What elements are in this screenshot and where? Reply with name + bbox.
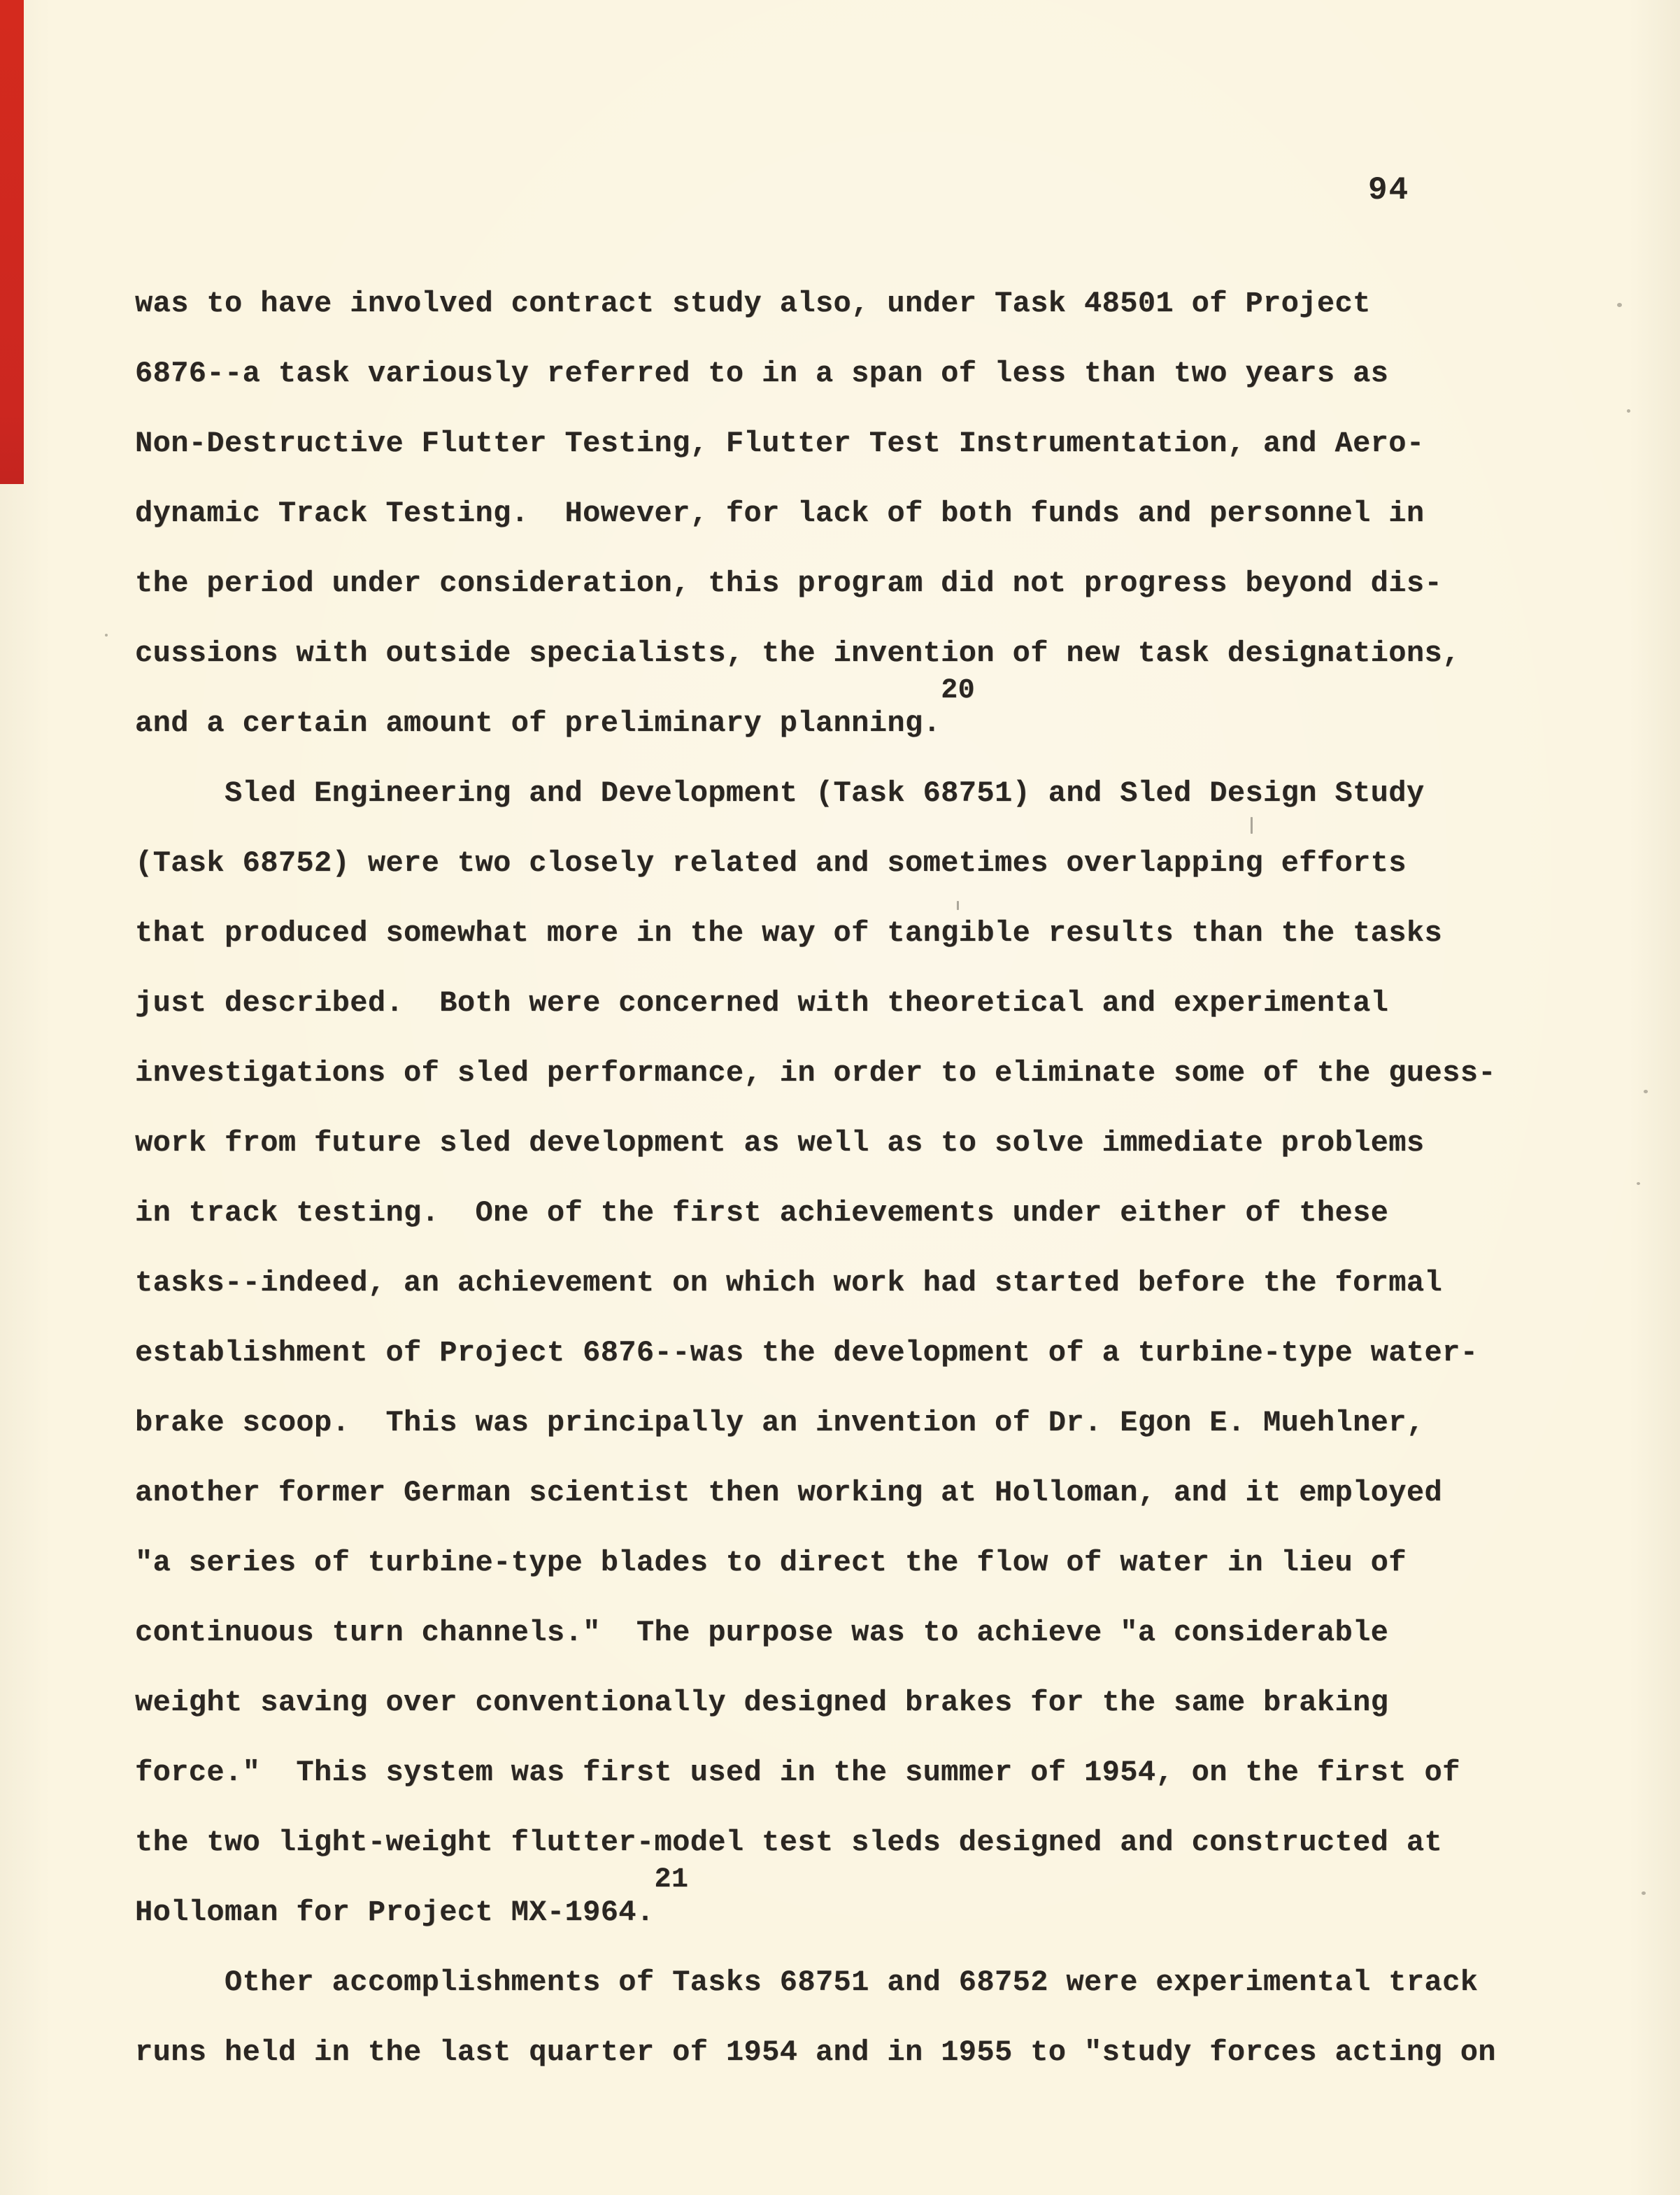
text-line: continuous turn channels." The purpose was to achieve "a considerable bbox=[135, 1616, 1389, 1649]
text-line: force." This system was first used in the summer of 1954, on the first of bbox=[135, 1756, 1460, 1789]
text-line: "a series of turbine-type blades to direct the flow of water in lieu of bbox=[135, 1546, 1407, 1579]
text-line: tasks--indeed, an achievement on which work had started before the formal bbox=[135, 1266, 1443, 1300]
text-line: runs held in the last quarter of 1954 and in 1955 to "study forces acting on bbox=[135, 2036, 1496, 2069]
text-line: cussions with outside specialists, the invention of new task designations, bbox=[135, 637, 1460, 670]
text-line: the two light-weight flutter-model test sleds designed and constructed at bbox=[135, 1826, 1443, 1859]
text-line: Holloman for Project MX-1964.21 bbox=[135, 1864, 689, 1929]
text-line: in track testing. One of the first achievements under either of these bbox=[135, 1196, 1389, 1230]
scan-speck bbox=[1637, 1182, 1640, 1185]
text-line: establishment of Project 6876--was the development of a turbine-type water- bbox=[135, 1336, 1479, 1370]
text-line: Other accomplishments of Tasks 68751 and 68752 were experimental track bbox=[135, 1966, 1479, 1999]
stray-mark bbox=[1251, 817, 1253, 834]
text-line: 6876--a task variously referred to in a span of less than two years as bbox=[135, 357, 1389, 390]
text-line: investigations of sled performance, in order to eliminate some of the guess- bbox=[135, 1056, 1496, 1090]
text-line: Sled Engineering and Development (Task 68751) and Sled Design Study bbox=[135, 776, 1425, 810]
footnote-superscript: 20 bbox=[941, 675, 975, 706]
text-line: that produced somewhat more in the way of tangible results than the tasks bbox=[135, 916, 1443, 950]
scan-speck bbox=[1644, 1090, 1648, 1093]
text-line: weight saving over conventionally designed brakes for the same braking bbox=[135, 1686, 1389, 1719]
text-line: and a certain amount of preliminary planning.20 bbox=[135, 675, 975, 740]
scan-speck bbox=[1627, 409, 1630, 413]
text-line: work from future sled development as well as to solve immediate problems bbox=[135, 1126, 1425, 1160]
text-line: dynamic Track Testing. However, for lack of both funds and personnel in bbox=[135, 497, 1425, 530]
text-line: another former German scientist then working at Holloman, and it employed bbox=[135, 1476, 1443, 1509]
text-line: the period under consideration, this program did not progress beyond dis- bbox=[135, 567, 1443, 600]
text-line: just described. Both were concerned with theoretical and experimental bbox=[135, 986, 1389, 1020]
scan-speck bbox=[105, 634, 108, 637]
text-line: brake scoop. This was principally an invention of Dr. Egon E. Muehlner, bbox=[135, 1406, 1425, 1440]
scan-speck bbox=[1617, 303, 1622, 307]
text-line: Non-Destructive Flutter Testing, Flutter Test Instrumentation, and Aero- bbox=[135, 427, 1425, 460]
text-line: was to have involved contract study also, under Task 48501 of Project bbox=[135, 287, 1371, 320]
footnote-superscript: 21 bbox=[654, 1864, 689, 1896]
page-number: 94 bbox=[1368, 172, 1410, 208]
stray-mark bbox=[957, 901, 959, 910]
scan-speck bbox=[1642, 1891, 1646, 1895]
text-line: (Task 68752) were two closely related and sometimes overlapping efforts bbox=[135, 846, 1407, 880]
